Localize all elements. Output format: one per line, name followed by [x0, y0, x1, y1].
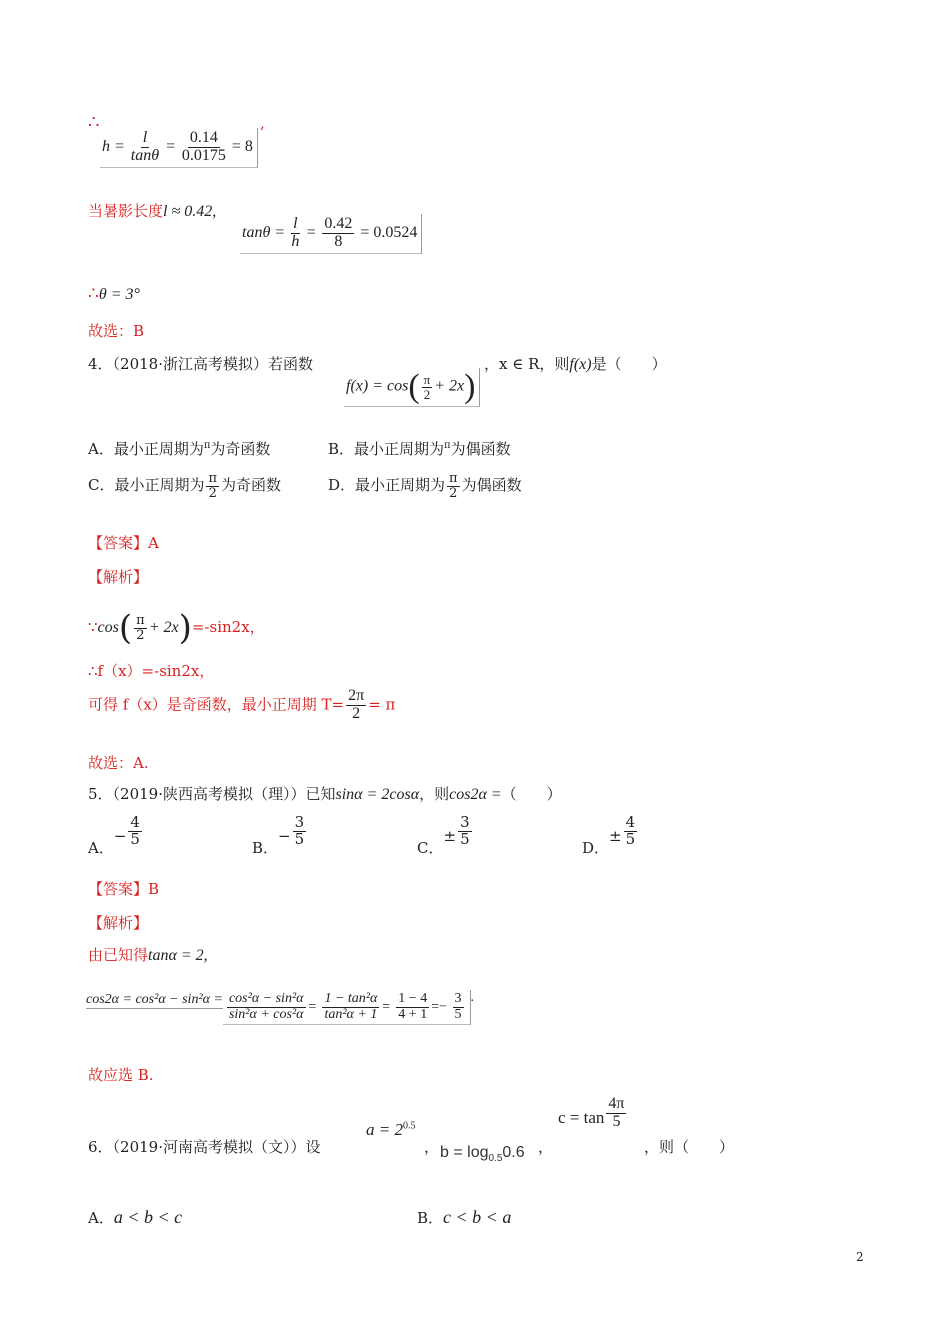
q5-frac1-den: sin²α + cos²α: [228, 1006, 304, 1022]
q4-d-num: π: [449, 471, 458, 486]
q4-line3-num: 2π: [348, 687, 365, 704]
q5-option-d: [582, 815, 639, 858]
q5-a-sign: −: [113, 827, 127, 845]
q4-option-c: [88, 472, 281, 500]
q5-c-num: 3: [460, 813, 470, 831]
q4-stem: 4．（2018·浙江高考模拟）若函数: [88, 355, 313, 373]
eq-h-den1: tanθ: [130, 146, 160, 164]
q4-option-b: [328, 438, 511, 459]
q5-frac3-num: 1 − 4: [398, 991, 428, 1006]
q4-a-pre: A．最小正周期为: [88, 440, 204, 458]
q5-eq-dot: .: [470, 990, 474, 1005]
q6-sep-2: ，: [538, 1138, 554, 1156]
q4-c-post: 为奇函数: [221, 476, 282, 495]
q6-c-den: 5: [612, 1112, 621, 1130]
q5-equals-minus: =−: [431, 999, 447, 1015]
eq-h-num1: l: [142, 129, 148, 146]
q4-func-tail: + 2x: [434, 377, 465, 395]
eq-tan-den2: 8: [334, 232, 343, 250]
q4-cos-tail: + 2x: [148, 619, 179, 636]
q5-b-sign: −: [278, 827, 291, 845]
theta-therefore: ∴: [88, 284, 99, 304]
q5-b-num: 3: [294, 813, 305, 831]
q4-fx: f(x): [569, 356, 592, 373]
q4-analysis-label: 【解析】: [88, 568, 149, 586]
q5-frac4-num: 3: [454, 991, 462, 1006]
q4-function: f(x) = cos( $\frac{\pi}{2}$ + 2x): [344, 368, 480, 407]
q5-choice: 故应选 B.: [88, 1066, 154, 1084]
q6-a-base: a = 2: [366, 1120, 403, 1139]
q5-frac1-num: cos²α − sin²α: [228, 991, 304, 1006]
q5-d-label: D．: [582, 839, 610, 857]
q5-line1-math: tanα = 2,: [148, 947, 208, 964]
q5-eq-lhs: cos2α = cos²α − sin²α =: [86, 992, 223, 1007]
q4-b-val: π: [444, 440, 451, 451]
eq-tan-num1: l: [293, 215, 298, 232]
eq-tan-num2: 0.42: [324, 215, 353, 232]
eq-h-rhs: = 8: [231, 137, 253, 155]
q4-d-pre: D．最小正周期为: [328, 476, 446, 495]
q4-answer: 【答案】A: [88, 534, 159, 552]
q6-a-label: A．: [88, 1209, 114, 1227]
q6-option-a: [88, 1207, 182, 1228]
shadow-length-line: [88, 200, 216, 221]
q4-func-num: π: [423, 371, 431, 387]
q5-stem-end: （ ）: [501, 785, 562, 803]
q5-condition: sinα = 2cosα: [335, 786, 420, 803]
q5-target: cos2α =: [449, 786, 502, 803]
q5-frac3-den: 4 + 1: [398, 1006, 428, 1022]
q4-c-den: 2: [208, 485, 217, 501]
q6-b-option-expr: c < b < a: [443, 1207, 512, 1227]
q5-equals-2: =: [381, 999, 391, 1015]
q4-option-d: [328, 472, 522, 500]
q4-b-pre: B．最小正周期为: [328, 440, 445, 458]
q4-line3-den: 2: [352, 704, 361, 722]
eq-h-lhs: h =: [102, 137, 125, 155]
q5-b-den: 5: [294, 829, 305, 848]
page-number: 2: [856, 1250, 864, 1264]
q5-a-num: 4: [130, 813, 140, 831]
eq-tan-rhs: = 0.0524: [360, 223, 418, 241]
q5-b-label: B．: [252, 839, 279, 857]
q5-c-label: C．: [417, 839, 444, 857]
q6-b-log: b = log: [440, 1144, 489, 1161]
q5-answer: 【答案】B: [88, 880, 160, 898]
q5-option-a: [88, 815, 144, 858]
q4-func-lhs: f(x) = cos: [346, 377, 409, 395]
q5-c-sign: ±: [443, 827, 457, 845]
theta-value: θ = 3°: [98, 286, 140, 303]
eq-h-equals: =: [165, 137, 176, 155]
q5-stem-pre: 5．（2019·陕西高考模拟（理））已知: [88, 785, 336, 803]
q5-frac4-den: 5: [454, 1006, 462, 1022]
q6-stem: 6．（2019·河南高考模拟（文））设: [88, 1138, 321, 1156]
q4-domain: ，x ∈ R，则: [484, 355, 570, 373]
s3-choice: 故选：B: [88, 322, 145, 340]
q6-stem-end: ，则（ ）: [644, 1138, 735, 1156]
q5-c-den: 5: [460, 829, 470, 848]
q5-stem: [88, 783, 562, 804]
q5-analysis-label: 【解析】: [88, 914, 149, 932]
q5-option-c: [417, 815, 474, 858]
q4-d-den: 2: [449, 485, 458, 501]
q4-line3-post: = π: [368, 695, 396, 714]
q6-b-arg: 0.6: [502, 1144, 525, 1161]
q6-a-expr: [366, 1120, 415, 1140]
q4-cos-num: π: [136, 612, 145, 628]
q5-a-den: 5: [130, 829, 140, 848]
q5-line1-pre: 由已知得: [88, 946, 149, 964]
q4-option-a: [88, 438, 270, 459]
eq-tan-equals: =: [305, 223, 317, 241]
q4-stem-end: 是（ ）: [591, 355, 667, 373]
q6-c-tan: c = tan: [558, 1108, 605, 1127]
therefore-symbol: ∴: [88, 112, 100, 133]
q6-b-base: 0.5: [488, 1153, 503, 1165]
q4-d-post: 为偶函数: [461, 476, 522, 495]
q4-func-den: 2: [423, 386, 431, 402]
q5-stem-mid: ，则: [419, 785, 450, 803]
q5-d-den: 5: [625, 829, 636, 848]
eq-tan-den1: h: [291, 232, 300, 250]
q6-c-num: 4π: [608, 1095, 625, 1112]
q5-equals-1: =: [307, 999, 317, 1015]
q4-because: ∵: [88, 618, 98, 636]
comma-mark: ,: [260, 114, 265, 132]
eq-h-num2: 0.14: [189, 129, 218, 146]
q5-option-b: [252, 815, 308, 858]
equation-tan: [240, 214, 422, 254]
q4-analysis-line1: ∵cos( $\frac{\pi}{2}$ + 2x)=-sin2x，: [88, 608, 265, 648]
q5-frac2-num: 1 − tan²α: [324, 991, 378, 1006]
q5-analysis-line1: [88, 944, 208, 965]
eq-tan-lhs: tanθ =: [242, 223, 286, 241]
q4-c-num: π: [208, 471, 218, 486]
q5-a-label: A．: [88, 839, 114, 857]
equation-h: [100, 128, 258, 168]
q6-c-expr: [558, 1096, 628, 1131]
q4-cos-rhs: =-sin2x，: [191, 618, 265, 636]
q4-cos-den: 2: [136, 627, 145, 643]
q6-b-expr: [440, 1144, 525, 1164]
q6-b-label: B．: [417, 1209, 444, 1227]
q4-domain-line: [484, 353, 667, 374]
q4-choice: 故选：A.: [88, 754, 149, 772]
q6-a-option-expr: a < b < c: [113, 1207, 183, 1227]
q4-c-pre: C．最小正周期为: [88, 476, 205, 495]
q5-frac2-den: tan²α + 1: [324, 1006, 378, 1022]
q4-line3-pre: 可得 f（x）是奇函数，最小正周期 T=: [88, 695, 345, 714]
q5-d-sign: ±: [609, 827, 622, 845]
q6-a-exponent: 0.5: [402, 1120, 416, 1132]
theta-line: [88, 284, 140, 304]
shadow-length-value: l ≈ 0.42,: [163, 203, 217, 220]
q6-sep-1: ，: [424, 1138, 440, 1156]
q6-option-b: [417, 1207, 511, 1228]
q4-analysis-line3: [88, 688, 395, 723]
q4-cos-lhs: cos: [97, 619, 119, 636]
q5-d-num: 4: [625, 813, 636, 831]
q5-main-equation: [86, 990, 474, 1025]
q4-a-post: 为奇函数: [210, 440, 271, 458]
shadow-length-text: 当暑影长度: [88, 202, 164, 220]
q4-a-val: π: [203, 440, 211, 451]
eq-h-den2: 0.0175: [181, 146, 226, 164]
q4-b-post: 为偶函数: [450, 440, 511, 458]
q4-analysis-line2: ∴f（x）=-sin2x，: [88, 662, 215, 680]
